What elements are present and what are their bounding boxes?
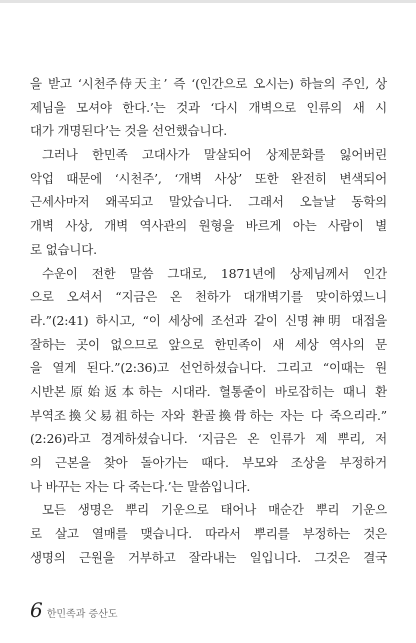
top-rule: [0, 0, 416, 3]
text-line: 모든 생명은 뿌리 기운으로 태어나 매순간 뿌리 기운으: [42, 502, 387, 518]
text-line: 으로 오셔서 “지금은 온 천하가 대개벽기를 맞이하였느니: [30, 289, 387, 305]
text-line: 제님을 모셔야 한다.’는 것과 ‘다시 개벽으로 인류의 새 시: [30, 99, 387, 115]
book-title: 한민족과 증산도: [46, 609, 118, 620]
page-body: [30, 72, 387, 569]
text-line: 생명의 근원을 거부하고 잘라내는 일입니다. 그것은 결국: [30, 549, 387, 565]
text-line: 라.”(2:41) 하시고, “이 세상에 조선과 같이 신명神明 대접을: [30, 312, 387, 328]
text-line: (2:26)라고 경계하셨습니다. ‘지금은 온 인류가 제 뿌리, 저: [30, 431, 387, 447]
text-line: 로 살고 열매를 맺습니다. 따라서 뿌리를 부정하는 것은: [30, 526, 387, 542]
text-line: 대가 개명된다’는 것을 선언했습니다.: [30, 123, 227, 139]
text-line: 수운이 전한 말씀 그대로, 1871년에 상제님께서 인간: [42, 265, 387, 281]
text-line: 나 바꾸는 자는 다 죽는다.’는 말씀입니다.: [30, 478, 251, 494]
text-line: 의 근본을 찾아 돌아가는 때다. 부모와 조상을 부정하거: [30, 455, 387, 470]
text-line: 로 없습니다.: [30, 241, 97, 257]
text-line: 근세사마저 왜곡되고 말았습니다. 그래서 오늘날 동학의: [30, 194, 387, 210]
text-line: 을 열게 된다.”(2:36)고 선언하셨습니다. 그리고 “이때는 원: [30, 360, 387, 376]
text-line: 시반본原始返本하는 시대라. 혈통줄이 바로잡히는 때니 환: [30, 383, 387, 399]
text-line: 부역조換父易祖하는 자와 환골換骨하는 자는 다 죽으리라.”: [30, 407, 387, 423]
text-line: 을 받고 ‘시천주侍天主’ 즉 ‘(인간으로 오시는) 하늘의 주인, 상: [30, 76, 387, 91]
text-line: 악업 때문에 ‘시천주’, ‘개벽 사상’ 또한 완전히 변색되어: [30, 170, 387, 186]
page-footer: [30, 598, 118, 622]
page-number: 6: [30, 598, 43, 622]
text-line: 개벽 사상, 개벽 역사관의 원형을 바르게 아는 사람이 별: [30, 218, 387, 234]
text-line: 그러나 한민족 고대사가 말살되어 상제문화를 잃어버린: [42, 147, 387, 163]
text-line: 잘하는 곳이 없으므로 앞으로 한민족이 새 세상 역사의 문: [30, 336, 387, 352]
